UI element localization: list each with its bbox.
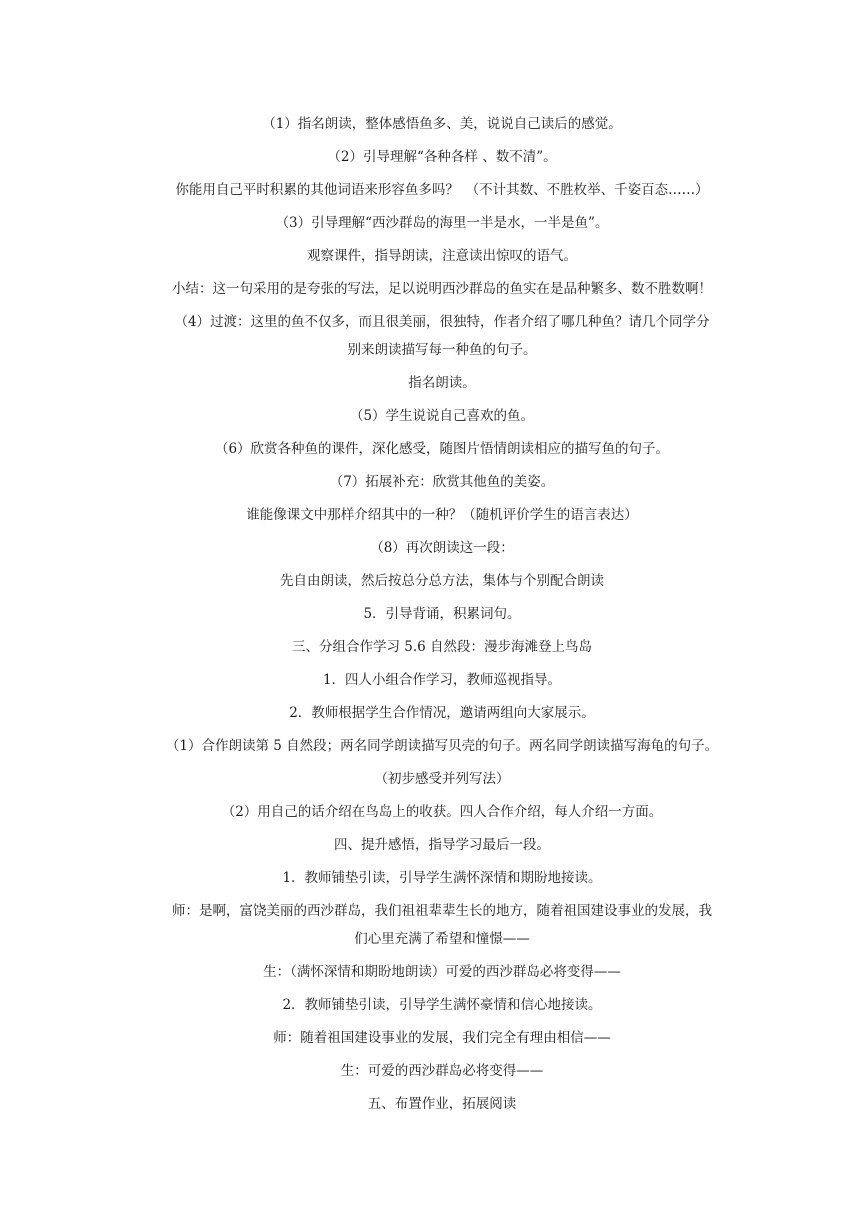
text-line: 先自由朗读，然后按总分总方法，集体与个别配合朗读 — [280, 573, 604, 589]
text-line: 谁能像课文中那样介绍其中的一种？（随机评价学生的语言表达） — [246, 507, 638, 523]
text-line: 小结：这一句采用的是夸张的写法，足以说明西沙群岛的鱼实在是品种繁多、数不胜数啊！ — [172, 281, 712, 297]
text-line: （2）用自己的话介绍在鸟岛上的收获。四人合作介绍，每人介绍一方面。 — [221, 804, 663, 820]
text-line: （1）合作朗读第 5 自然段；两名同学朗读描写贝壳的句子。两名同学朗读描写海龟的句子。 — [165, 738, 719, 754]
text-line: 2．教师根据学生合作情况，邀请两组向大家展示。 — [289, 705, 595, 721]
text-paragraph — [150, 897, 734, 953]
text-line: （3）引导理解“西沙群岛的海里一半是水，一半是鱼”。 — [275, 215, 609, 231]
text-line: 师：随着祖国建设事业的发展，我们完全有理由相信—— — [273, 1030, 611, 1046]
document-body — [150, 113, 734, 1126]
text-line: 师：是啊，富饶美丽的西沙群岛，我们祖祖辈辈生长的地方，随着祖国建设事业的发展，我 — [172, 903, 712, 919]
text-line: （1）指名朗读，整体感悟鱼多、美，说说自己读后的感觉。 — [262, 116, 622, 132]
section-heading: 三、分组合作学习 5.6 自然段：漫步海滩登上鸟岛 — [291, 639, 593, 655]
text-line: （4）过渡：这里的鱼不仅多，而且很美丽，很独特，作者介绍了哪几种鱼？请几个同学分 — [174, 314, 710, 330]
text-line: （6）欣赏各种鱼的课件，深化感受，随图片悟情朗读相应的描写鱼的句子。 — [214, 441, 670, 457]
text-line: 5．引导背诵，积累词句。 — [363, 606, 521, 622]
text-line: 你能用自己平时积累的其他词语来形容鱼多吗？ （不计其数、不胜枚举、千姿百态……） — [175, 182, 709, 198]
text-line: （2）引导理解“各种各样 、数不清”。 — [327, 149, 557, 165]
text-line: （初步感受并列写法） — [374, 771, 510, 787]
text-line: 2．教师铺垫引读，引导学生满怀豪情和信心地接读。 — [282, 997, 602, 1013]
text-line: 指名朗读。 — [408, 375, 476, 391]
text-line: （8）再次朗读这一段： — [370, 540, 514, 556]
text-line: 生：可爱的西沙群岛必将变得—— — [340, 1063, 544, 1079]
text-line: 别来朗读描写每一种鱼的句子。 — [347, 342, 537, 358]
text-line: 1．教师铺垫引读，引导学生满怀深情和期盼地接读。 — [282, 870, 602, 886]
text-line: 生：（满怀深情和期盼地朗读）可爱的西沙群岛必将变得—— — [263, 964, 621, 980]
section-heading: 四、提升感悟，指导学习最后一段。 — [334, 837, 550, 853]
text-line: 们心里充满了希望和憧憬—— — [354, 931, 530, 947]
text-line: 观察课件，指导朗读，注意读出惊叹的语气。 — [307, 248, 577, 264]
text-line: 1．四人小组合作学习，教师巡视指导。 — [322, 672, 562, 688]
text-line: （7）拓展补充：欣赏其他鱼的美姿。 — [329, 474, 555, 490]
text-paragraph — [150, 308, 734, 364]
text-line: （5）学生说说自己喜欢的鱼。 — [349, 408, 535, 424]
section-heading: 五、布置作业，拓展阅读 — [367, 1096, 517, 1112]
